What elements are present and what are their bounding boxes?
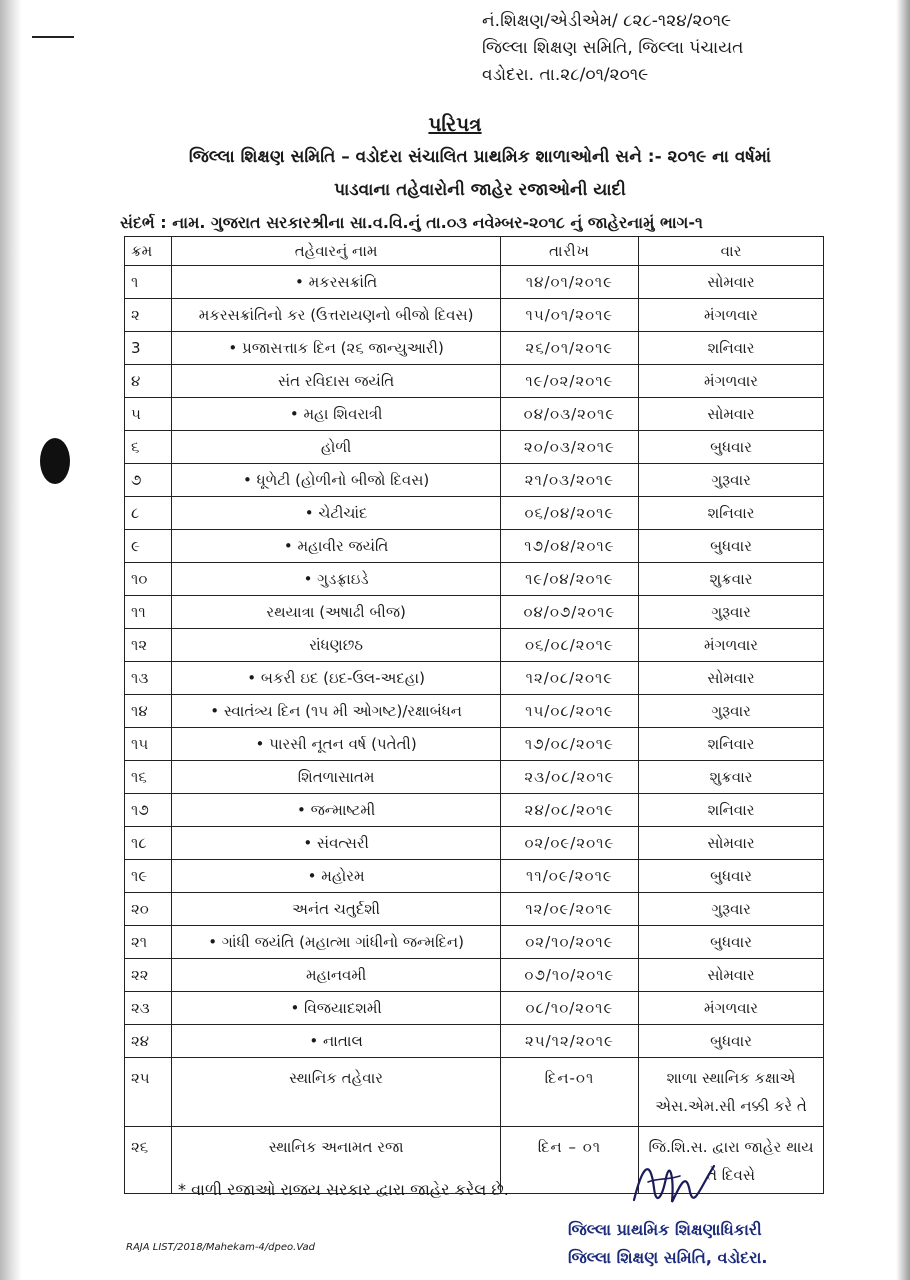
row-serial: ૨૬: [125, 1127, 172, 1194]
row-day: ગુરૂવાર: [639, 893, 824, 926]
table-row: [125, 629, 824, 662]
row-date: ૦૨/૧૦/૨૦૧૯: [500, 926, 638, 959]
signatory-office: જિલ્લા શિક્ષણ સમિતિ, વડોદરા.: [568, 1248, 768, 1267]
file-reference: RAJA LIST/2018/Mahekam-4/dpeo.Vad: [126, 1242, 315, 1253]
table-row: [125, 992, 824, 1025]
reference-header: [482, 8, 802, 89]
table-row: [125, 662, 824, 695]
row-serial: ૨૩: [125, 992, 172, 1025]
row-day-line-1: જિ.શિ.સ. દ્વારા જાહેર થાય: [648, 1138, 814, 1156]
table-row: [125, 266, 824, 299]
scan-edge-left: [0, 0, 22, 1280]
table-row-local-festival: [125, 1058, 824, 1127]
table-row: [125, 926, 824, 959]
row-day: મંગળવાર: [639, 365, 824, 398]
row-serial: ૧૩: [125, 662, 172, 695]
table-row: [125, 1025, 824, 1058]
row-day: બુધવાર: [639, 530, 824, 563]
row-festival-name: • સ્વાતંત્ર્ય દિન (૧૫ મી ઓગષ્ટ)/રક્ષાબંધન: [172, 695, 500, 728]
reference-number: નં.શિક્ષણ/એડીએમ/ ૮૨૮-૧૨૪/૨૦૧૯: [482, 11, 732, 31]
row-festival-name: સ્થાનિક તહેવાર: [172, 1058, 500, 1127]
row-serial: ૫: [125, 398, 172, 431]
row-date: ૨૧/૦૩/૨૦૧૯: [500, 464, 638, 497]
row-festival-name: • વિજયાદશમી: [172, 992, 500, 1025]
row-serial: ૯: [125, 530, 172, 563]
signatory-title: જિલ્લા પ્રાથમિક શિક્ષણાધિકારી: [568, 1220, 762, 1239]
row-festival-name: શિતળાસાતમ: [172, 761, 500, 794]
holiday-table: [124, 236, 824, 1194]
row-festival-name: મકરસક્રાંતિનો કર (ઉત્તરાયણનો બીજો દિવસ): [172, 299, 500, 332]
table-row: [125, 365, 824, 398]
row-serial: ૮: [125, 497, 172, 530]
row-date: ૦૭/૧૦/૨૦૧૯: [500, 959, 638, 992]
row-festival-name: • ગુડફ્રાઇડે: [172, 563, 500, 596]
table-row: [125, 959, 824, 992]
footnote: * વાળી રજાઓ રાજય સરકાર દ્વારા જાહેર કરેલ છે.: [178, 1180, 509, 1199]
row-date: ૦૪/૦૩/૨૦૧૯: [500, 398, 638, 431]
row-festival-name: • પ્રજાસત્તાક દિન (૨૬ જાન્યુઆરી): [172, 332, 500, 365]
row-serial: ૧૬: [125, 761, 172, 794]
row-day: સોમવાર: [639, 662, 824, 695]
row-day: ગુરૂવાર: [639, 596, 824, 629]
row-serial: ૨૫: [125, 1058, 172, 1127]
row-festival-name: હોળી: [172, 431, 500, 464]
row-date: ૧૨/૦૮/૨૦૧૯: [500, 662, 638, 695]
table-row: [125, 563, 824, 596]
row-date: દિન – ૦૧: [500, 1127, 638, 1194]
row-date: ૨૪/૦૮/૨૦૧૯: [500, 794, 638, 827]
header-serial: ક્રમ: [125, 237, 172, 266]
table-header-row: [125, 237, 824, 266]
row-date: ૨૩/૦૮/૨૦૧૯: [500, 761, 638, 794]
table-row: [125, 695, 824, 728]
punch-hole: [40, 438, 70, 484]
row-day: શુક્રવાર: [639, 761, 824, 794]
row-date: ૦૮/૧૦/૨૦૧૯: [500, 992, 638, 1025]
row-day: બુધવાર: [639, 431, 824, 464]
row-festival-name: સંત રવિદાસ જયંતિ: [172, 365, 500, 398]
row-date: ૦૨/૦૯/૨૦૧૯: [500, 827, 638, 860]
row-date: ૧૫/૦૮/૨૦૧૯: [500, 695, 638, 728]
row-serial: ૨૦: [125, 893, 172, 926]
row-serial: ૧૭: [125, 794, 172, 827]
row-festival-name: • બકરી ઇદ (ઇદ-ઉલ-અદહા): [172, 662, 500, 695]
row-serial: 3: [125, 332, 172, 365]
row-day: [639, 1058, 824, 1127]
row-serial: ૧૨: [125, 629, 172, 662]
row-festival-name: • મકરસક્રાંતિ: [172, 266, 500, 299]
row-serial: ૧૯: [125, 860, 172, 893]
row-serial: ૬: [125, 431, 172, 464]
row-festival-name: રથયાત્રા (અષાઢી બીજ): [172, 596, 500, 629]
row-festival-name: • મહોરમ: [172, 860, 500, 893]
row-festival-name: • પારસી નૂતન વર્ષ (પતેતી): [172, 728, 500, 761]
row-date: ૧૭/૦૪/૨૦૧૯: [500, 530, 638, 563]
row-serial: ૭: [125, 464, 172, 497]
scan-edge-right: [896, 0, 910, 1280]
row-day-line-2: તે દિવસે: [707, 1166, 756, 1184]
row-date: ૨૬/૦૧/૨૦૧૯: [500, 332, 638, 365]
row-day: ગુરૂવાર: [639, 695, 824, 728]
row-date: ૧૯/૦૨/૨૦૧૯: [500, 365, 638, 398]
table-row: [125, 794, 824, 827]
row-festival-name: • જન્માષ્ટમી: [172, 794, 500, 827]
row-festival-name: સ્થાનિક અનામત રજા: [172, 1127, 500, 1194]
row-day-line-1: શાળા સ્થાનિક કક્ષાએ: [666, 1069, 796, 1087]
table-row: [125, 398, 824, 431]
table-row: [125, 332, 824, 365]
row-date: દિન-૦૧: [500, 1058, 638, 1127]
table-row: [125, 860, 824, 893]
row-serial: ૨: [125, 299, 172, 332]
row-festival-name: • ગાંધી જયંતિ (મહાત્મા ગાંધીનો જન્મદિન): [172, 926, 500, 959]
row-day: બુધવાર: [639, 1025, 824, 1058]
table-row: [125, 530, 824, 563]
row-serial: ૨૪: [125, 1025, 172, 1058]
row-serial: ૧૮: [125, 827, 172, 860]
row-date: ૧૨/૦૯/૨૦૧૯: [500, 893, 638, 926]
row-serial: ૪: [125, 365, 172, 398]
row-date: ૧૧/૦૯/૨૦૧૯: [500, 860, 638, 893]
row-day: શનિવાર: [639, 332, 824, 365]
row-day: ગુરૂવાર: [639, 464, 824, 497]
row-day-line-2: એસ.એમ.સી નક્કી કરે તે: [655, 1097, 807, 1115]
row-festival-name: • ચેટીચાંદ: [172, 497, 500, 530]
table-row: [125, 728, 824, 761]
row-day: સોમવાર: [639, 266, 824, 299]
table-row: [125, 827, 824, 860]
row-serial: ૧: [125, 266, 172, 299]
row-day: શનિવાર: [639, 728, 824, 761]
row-serial: ૨૧: [125, 926, 172, 959]
row-date: ૧૭/૦૮/૨૦૧૯: [500, 728, 638, 761]
row-day: સોમવાર: [639, 398, 824, 431]
row-date: ૧૯/૦૪/૨૦૧૯: [500, 563, 638, 596]
row-date: ૦૬/૦૪/૨૦૧૯: [500, 497, 638, 530]
row-day: બુધવાર: [639, 926, 824, 959]
margin-mark: [32, 36, 74, 38]
row-day: બુધવાર: [639, 860, 824, 893]
subject-line-2: પાડવાના તહેવારોની જાહેર રજાઓની યાદી: [334, 180, 626, 200]
reference-line: સંદર્ભ : નામ. ગુજરાત સરકારશ્રીના સા.વ.વિ.નું તા.૦૩ નવેમ્બર-૨૦૧૮ નું જાહેરનામું ભાગ-૧: [120, 213, 703, 232]
table-row: [125, 893, 824, 926]
row-festival-name: • ધૂળેટી (હોળીનો બીજો દિવસ): [172, 464, 500, 497]
table-row: [125, 596, 824, 629]
row-day: સોમવાર: [639, 827, 824, 860]
row-serial: ૧૦: [125, 563, 172, 596]
holiday-rows: [125, 266, 824, 1058]
table-row: [125, 299, 824, 332]
row-day: મંગળવાર: [639, 992, 824, 1025]
row-day: મંગળવાર: [639, 629, 824, 662]
row-date: ૧૪/૦૧/૨૦૧૯: [500, 266, 638, 299]
subject-line-1: જિલ્લા શિક્ષણ સમિતિ – વડોદરા સંચાલિત પ્રાથમિક શાળાઓની સને :- ૨૦૧૯ ના વર્ષમાં: [188, 147, 772, 167]
row-day: શનિવાર: [639, 794, 824, 827]
header-day: વાર: [639, 237, 824, 266]
row-serial: ૧૫: [125, 728, 172, 761]
signature-mark: [628, 1148, 720, 1218]
row-festival-name: અનંત ચતુર્દશી: [172, 893, 500, 926]
header-festival-name: તહેવારનું નામ: [172, 237, 500, 266]
row-serial: ૧૧: [125, 596, 172, 629]
row-date: ૦૬/૦૮/૨૦૧૯: [500, 629, 638, 662]
table-row: [125, 497, 824, 530]
row-day: સોમવાર: [639, 959, 824, 992]
row-festival-name: મહાનવમી: [172, 959, 500, 992]
place-date: વડોદરા. તા.૨૮/૦૧/૨૦૧૯: [482, 65, 649, 85]
row-date: ૧૫/૦૧/૨૦૧૯: [500, 299, 638, 332]
row-day: શનિવાર: [639, 497, 824, 530]
row-festival-name: • મહા શિવરાત્રી: [172, 398, 500, 431]
row-festival-name: • સંવત્સરી: [172, 827, 500, 860]
header-date: તારીખ: [500, 237, 638, 266]
table-row: [125, 464, 824, 497]
row-serial: ૧૪: [125, 695, 172, 728]
row-date: ૨૦/૦૩/૨૦૧૯: [500, 431, 638, 464]
document-title: પરિપત્ર: [428, 112, 482, 136]
row-day: મંગળવાર: [639, 299, 824, 332]
row-festival-name: રાંધણછઠ: [172, 629, 500, 662]
row-date: ૦૪/૦૭/૨૦૧૯: [500, 596, 638, 629]
office-name: જિલ્લા શિક્ષણ સમિતિ, જિલ્લા પંચાયત: [482, 38, 744, 58]
table-row: [125, 761, 824, 794]
row-festival-name: • નાતાલ: [172, 1025, 500, 1058]
row-festival-name: • મહાવીર જયંતિ: [172, 530, 500, 563]
table-row: [125, 431, 824, 464]
row-serial: ૨૨: [125, 959, 172, 992]
row-date: ૨૫/૧૨/૨૦૧૯: [500, 1025, 638, 1058]
row-day: શુક્રવાર: [639, 563, 824, 596]
